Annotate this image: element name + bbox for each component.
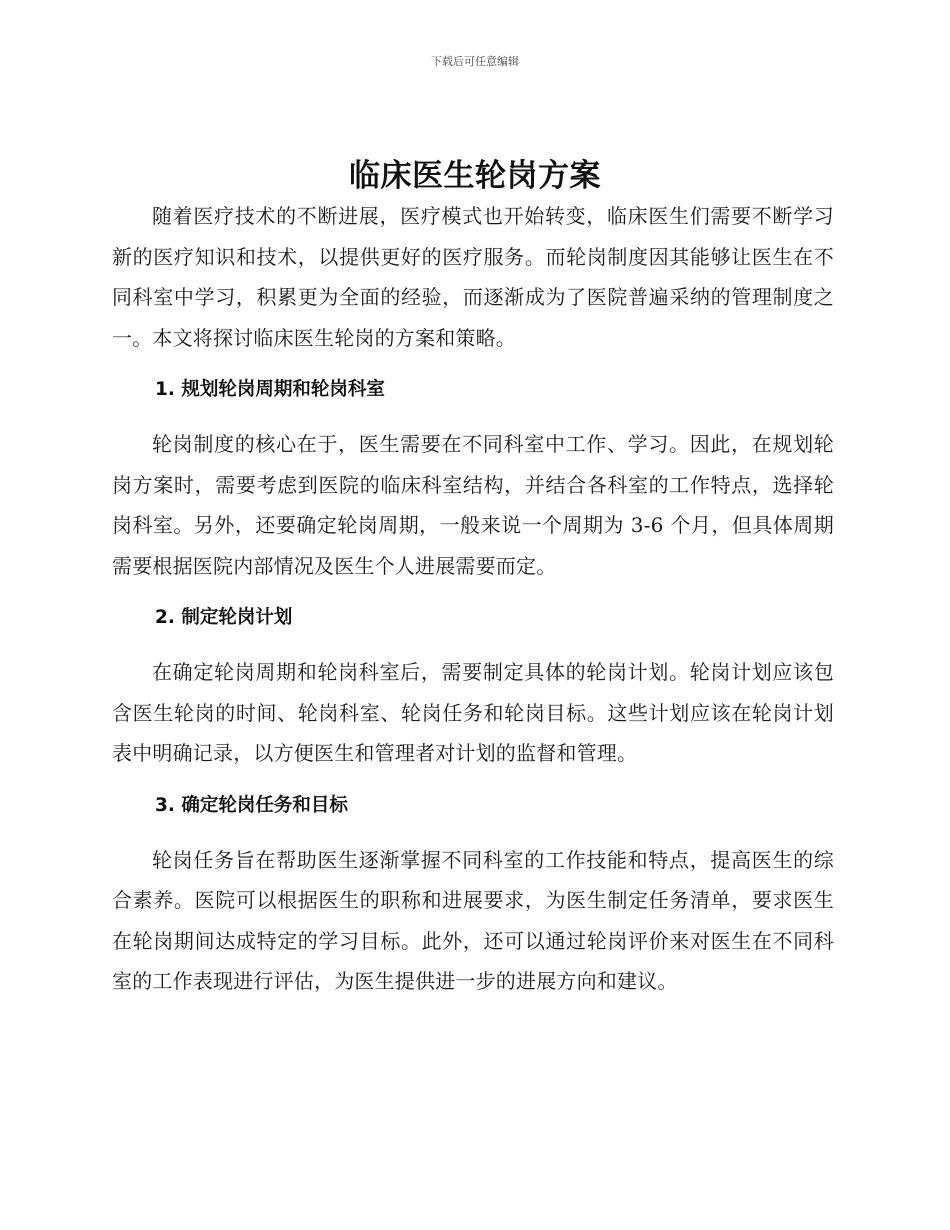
section-paragraph-2: 在确定轮岗周期和轮岗科室后，需要制定具体的轮岗计划。轮岗计划应该包含医生轮岗的时间、轮岗科室、轮岗任务和轮岗目标。这些计划应该在轮岗计划表中明确记录，以方便医生和管理者对计划的监督和管理。 [112,660,834,765]
section-heading-3: 3. 确定轮岗任务和目标 [155,794,348,816]
section-heading-1: 1. 规划轮岗周期和轮岗科室 [155,379,385,400]
section-paragraph-3: 轮岗任务旨在帮助医生逐渐掌握不同科室的工作技能和特点，提高医生的综合素养。医院可以根据医生的职称和进展要求，为医生制定任务清单，要求医生在轮岗期间达成特定的学习目标。此外，还可以通过轮岗评价来对医生在不同科室的工作表现进行评估，为医生提供进一步的进展方向和建议。 [112,847,834,993]
intro-paragraph: 随着医疗技术的不断进展，医疗模式也开始转变，临床医生们需要不断学习新的医疗知识和技术，以提供更好的医疗服务。而轮岗制度因其能够让医生在不同科室中学习，积累更为全面的经验，而逐渐成为了医院普遍采纳的管理制度之一。本文将探讨临床医生轮岗的方案和策略。 [112,204,834,350]
document-title: 临床医生轮岗方案 [349,158,601,194]
section-heading-2: 2. 制定轮岗计划 [155,607,293,628]
header-note: 下载后可任意编辑 [431,55,519,68]
document-body [112,196,834,1002]
section-paragraph-1: 轮岗制度的核心在于，医生需要在不同科室中工作、学习。因此，在规划轮岗方案时，需要考虑到医院的临床科室结构，并结合各科室的工作特点，选择轮岗科室。另外，还要确定轮岗周期，一般来说一个周期为 3-6 个月，但具体周期需要根据医院内部情况及医生个人进展需要而定。 [112,432,834,578]
